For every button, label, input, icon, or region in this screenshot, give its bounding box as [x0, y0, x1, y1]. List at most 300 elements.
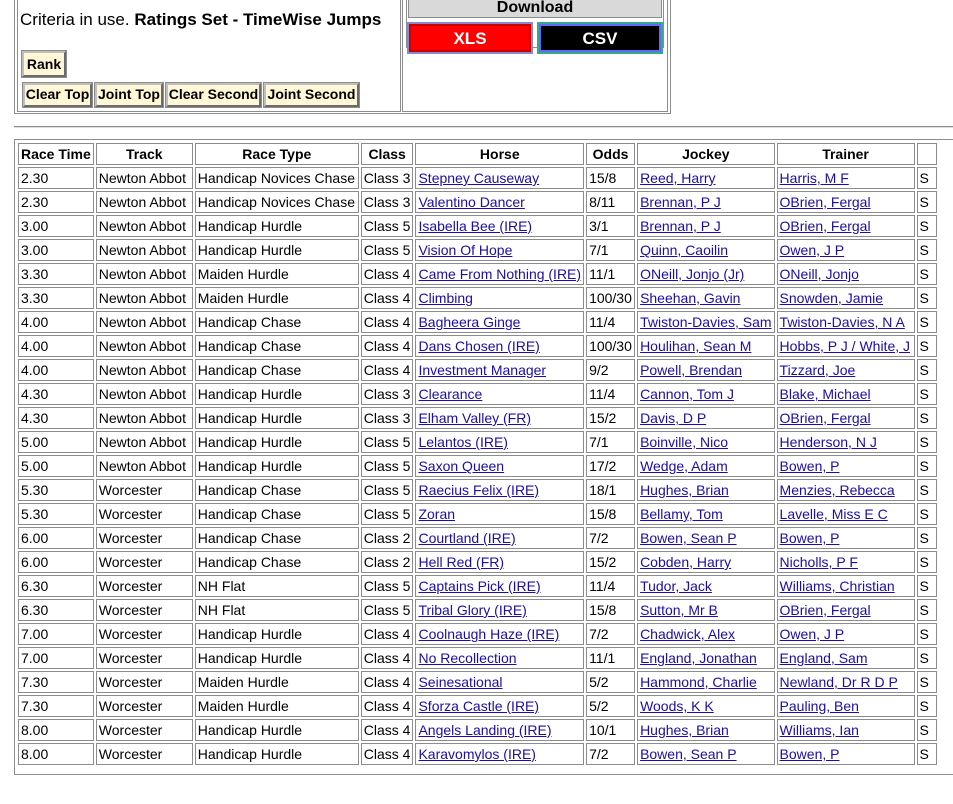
criteria-set-name: Ratings Set - TimeWise Jumps [134, 10, 382, 29]
jockey-link[interactable]: Tudor, Jack [640, 578, 712, 594]
csv-download-button[interactable]: CSV [537, 22, 663, 54]
cell-odds: 11/4 [586, 311, 635, 333]
table-row [18, 455, 937, 477]
cell-truncated: S [917, 623, 937, 645]
cell-odds: 5/2 [586, 695, 635, 717]
table-row [18, 407, 937, 429]
cell-horse [415, 551, 584, 573]
cell-race-type: Handicap Hurdle [195, 383, 359, 405]
table-row [18, 647, 937, 669]
cell-jockey [637, 479, 774, 501]
cell-odds: 11/1 [586, 263, 635, 285]
cell-race-time: 6.00 [18, 527, 94, 549]
cell-class: Class 5 [361, 575, 414, 597]
results-table-container[interactable] [14, 139, 953, 775]
jockey-link[interactable]: ONeill, Jonjo (Jr) [640, 266, 745, 282]
cell-jockey [637, 431, 774, 453]
cell-race-time: 2.30 [18, 167, 94, 189]
cell-track: Newton Abbot [96, 431, 193, 453]
cell-track: Newton Abbot [96, 383, 193, 405]
horse-link[interactable]: Coolnaugh Haze (IRE) [418, 626, 560, 642]
cell-race-time: 6.00 [18, 551, 94, 573]
joint-top-button[interactable]: Joint Top [95, 83, 163, 107]
trainer-link[interactable]: ONeill, Jonjo [779, 266, 859, 282]
cell-jockey [637, 671, 774, 693]
cell-jockey [637, 647, 774, 669]
cell-truncated: S [917, 743, 937, 765]
cell-truncated: S [917, 551, 937, 573]
cell-race-type: Handicap Chase [195, 335, 359, 357]
cell-odds: 15/2 [586, 551, 635, 573]
joint-second-button[interactable]: Joint Second [264, 83, 359, 107]
cell-jockey [637, 191, 774, 213]
cell-trainer [777, 167, 915, 189]
cell-jockey [637, 599, 774, 621]
cell-class: Class 4 [361, 287, 414, 309]
cell-horse [415, 239, 584, 261]
cell-horse [415, 287, 584, 309]
cell-race-time: 3.00 [18, 215, 94, 237]
trainer-link[interactable]: Nicholls, P F [779, 554, 858, 570]
cell-race-type: Maiden Hurdle [195, 287, 359, 309]
rank-button[interactable]: Rank [22, 51, 66, 77]
trainer-link[interactable]: OBrien, Fergal [779, 218, 871, 234]
cell-track: Newton Abbot [96, 359, 193, 381]
cell-race-type: Handicap Hurdle [195, 239, 359, 261]
cell-trainer [777, 503, 915, 525]
jockey-link[interactable]: Sheehan, Gavin [640, 290, 741, 306]
jockey-link[interactable]: Brennan, P J [640, 194, 721, 210]
cell-odds: 15/8 [586, 599, 635, 621]
cell-track: Worcester [96, 719, 193, 741]
cell-trainer [777, 695, 915, 717]
cell-odds: 7/2 [586, 623, 635, 645]
cell-jockey [637, 239, 774, 261]
cell-race-type: Handicap Hurdle [195, 215, 359, 237]
cell-odds: 100/30 [586, 335, 635, 357]
horse-link[interactable]: Courtland (IRE) [418, 530, 516, 546]
horse-link[interactable]: Bagheera Ginge [418, 314, 521, 330]
cell-class: Class 4 [361, 311, 414, 333]
cell-truncated: S [917, 383, 937, 405]
trainer-link[interactable]: OBrien, Fergal [779, 410, 871, 426]
cell-track: Worcester [96, 503, 193, 525]
header-track: Track [96, 143, 193, 165]
horse-link[interactable]: Came From Nothing (IRE) [418, 266, 582, 282]
cell-race-time: 4.30 [18, 383, 94, 405]
table-row [18, 503, 937, 525]
cell-class: Class 4 [361, 335, 414, 357]
cell-race-type: Handicap Novices Chase [195, 191, 359, 213]
cell-odds: 17/2 [586, 455, 635, 477]
cell-race-time: 8.00 [18, 743, 94, 765]
table-row [18, 671, 937, 693]
trainer-link[interactable]: Tizzard, Joe [779, 362, 856, 378]
cell-class: Class 4 [361, 671, 414, 693]
cell-race-time: 4.30 [18, 407, 94, 429]
cell-class: Class 3 [361, 383, 414, 405]
header-odds: Odds [586, 143, 635, 165]
divider [14, 126, 953, 128]
horse-link[interactable]: Dans Chosen (IRE) [418, 338, 540, 354]
cell-race-type: Handicap Hurdle [195, 455, 359, 477]
cell-track: Worcester [96, 551, 193, 573]
table-row [18, 719, 937, 741]
cell-track: Newton Abbot [96, 407, 193, 429]
cell-track: Worcester [96, 623, 193, 645]
cell-track: Worcester [96, 743, 193, 765]
trainer-link[interactable]: Henderson, N J [779, 434, 877, 450]
trainer-link[interactable]: Bowen, P [779, 746, 840, 762]
cell-race-type: Handicap Chase [195, 479, 359, 501]
table-row [18, 575, 937, 597]
cell-race-time: 5.00 [18, 455, 94, 477]
cell-jockey [637, 407, 774, 429]
cell-jockey [637, 743, 774, 765]
cell-horse [415, 647, 584, 669]
trainer-link[interactable]: Harris, M F [779, 170, 849, 186]
cell-odds: 8/11 [586, 191, 635, 213]
table-row [18, 335, 937, 357]
jockey-link[interactable]: Cannon, Tom J [640, 386, 734, 402]
cell-track: Worcester [96, 695, 193, 717]
cell-track: Newton Abbot [96, 167, 193, 189]
jockey-link[interactable]: Bellamy, Tom [640, 506, 723, 522]
cell-class: Class 5 [361, 455, 414, 477]
cell-race-time: 6.30 [18, 599, 94, 621]
cell-class: Class 4 [361, 743, 414, 765]
cell-race-type: Handicap Hurdle [195, 431, 359, 453]
cell-horse [415, 575, 584, 597]
horse-link[interactable]: Saxon Queen [418, 458, 505, 474]
cell-class: Class 4 [361, 647, 414, 669]
table-row [18, 167, 937, 189]
cell-jockey [637, 695, 774, 717]
jockey-link[interactable]: Quinn, Caoilin [640, 242, 728, 258]
jockey-link[interactable]: Houlihan, Sean M [640, 338, 752, 354]
cell-odds: 18/1 [586, 479, 635, 501]
table-row [18, 263, 937, 285]
cell-horse [415, 431, 584, 453]
cell-race-time: 5.30 [18, 503, 94, 525]
cell-race-type: Handicap Hurdle [195, 719, 359, 741]
trainer-link[interactable]: Williams, Ian [779, 722, 859, 738]
cell-trainer [777, 383, 915, 405]
cell-class: Class 2 [361, 551, 414, 573]
horse-link[interactable]: Angels Landing (IRE) [418, 722, 552, 738]
trainer-link[interactable]: Blake, Michael [779, 386, 871, 402]
cell-race-time: 7.00 [18, 647, 94, 669]
cell-track: Newton Abbot [96, 263, 193, 285]
cell-jockey [637, 167, 774, 189]
table-row [18, 359, 937, 381]
cell-truncated: S [917, 191, 937, 213]
trainer-link[interactable]: OBrien, Fergal [779, 602, 871, 618]
trainer-link[interactable]: Pauling, Ben [779, 698, 859, 714]
cell-trainer [777, 479, 915, 501]
cell-trainer [777, 575, 915, 597]
header-race-type: Race Type [195, 143, 359, 165]
cell-odds: 15/2 [586, 407, 635, 429]
horse-link[interactable]: Vision Of Hope [418, 242, 513, 258]
horse-link[interactable]: Climbing [418, 290, 473, 306]
cell-truncated: S [917, 575, 937, 597]
cell-truncated: S [917, 263, 937, 285]
cell-odds: 3/1 [586, 215, 635, 237]
cell-jockey [637, 287, 774, 309]
cell-trainer [777, 359, 915, 381]
cell-track: Worcester [96, 599, 193, 621]
jockey-link[interactable]: Hughes, Brian [640, 722, 729, 738]
trainer-link[interactable]: Lavelle, Miss E C [779, 506, 888, 522]
header-jockey: Jockey [637, 143, 774, 165]
header-truncated [917, 143, 937, 165]
cell-race-time: 8.00 [18, 719, 94, 741]
table-header-row [18, 143, 937, 165]
cell-class: Class 5 [361, 431, 414, 453]
cell-truncated: S [917, 671, 937, 693]
cell-class: Class 4 [361, 623, 414, 645]
cell-truncated: S [917, 311, 937, 333]
cell-horse [415, 191, 584, 213]
cell-track: Newton Abbot [96, 191, 193, 213]
table-row [18, 479, 937, 501]
cell-race-type: NH Flat [195, 575, 359, 597]
jockey-link[interactable]: Wedge, Adam [640, 458, 728, 474]
clear-top-button[interactable]: Clear Top [23, 83, 92, 107]
cell-class: Class 4 [361, 359, 414, 381]
cell-horse [415, 719, 584, 741]
jockey-link[interactable]: Sutton, Mr B [640, 602, 718, 618]
cell-odds: 10/1 [586, 719, 635, 741]
cell-truncated: S [917, 695, 937, 717]
cell-horse [415, 743, 584, 765]
table-row [18, 623, 937, 645]
cell-race-time: 4.00 [18, 359, 94, 381]
cell-race-time: 5.00 [18, 431, 94, 453]
cell-track: Newton Abbot [96, 215, 193, 237]
horse-link[interactable]: Sforza Castle (IRE) [418, 698, 540, 714]
jockey-link[interactable]: Davis, D P [640, 410, 707, 426]
cell-race-type: Handicap Hurdle [195, 407, 359, 429]
cell-race-time: 4.00 [18, 335, 94, 357]
trainer-link[interactable]: Menzies, Rebecca [779, 482, 895, 498]
horse-link[interactable]: Seinesational [418, 674, 503, 690]
table-row [18, 239, 937, 261]
cell-horse [415, 335, 584, 357]
trainer-link[interactable]: Bowen, P [779, 530, 840, 546]
cell-horse [415, 359, 584, 381]
cell-race-type: Handicap Chase [195, 551, 359, 573]
cell-horse [415, 599, 584, 621]
trainer-link[interactable]: England, Sam [779, 650, 868, 666]
cell-trainer [777, 287, 915, 309]
cell-odds: 11/4 [586, 383, 635, 405]
horse-link[interactable]: Tribal Glory (IRE) [418, 602, 527, 618]
cell-truncated: S [917, 287, 937, 309]
cell-race-type: Maiden Hurdle [195, 695, 359, 717]
trainer-link[interactable]: Newland, Dr R D P [779, 674, 898, 690]
cell-race-type: Handicap Hurdle [195, 647, 359, 669]
results-table [16, 141, 939, 767]
header-horse: Horse [415, 143, 584, 165]
cell-horse [415, 311, 584, 333]
cell-race-time: 3.30 [18, 263, 94, 285]
cell-jockey [637, 575, 774, 597]
jockey-link[interactable]: Hammond, Charlie [640, 674, 757, 690]
cell-truncated: S [917, 407, 937, 429]
jockey-link[interactable]: Reed, Harry [640, 170, 716, 186]
cell-jockey [637, 215, 774, 237]
cell-jockey [637, 263, 774, 285]
cell-class: Class 2 [361, 527, 414, 549]
cell-trainer [777, 335, 915, 357]
cell-race-type: Handicap Hurdle [195, 743, 359, 765]
cell-horse [415, 383, 584, 405]
cell-trainer [777, 647, 915, 669]
cell-race-time: 5.30 [18, 479, 94, 501]
cell-race-time: 6.30 [18, 575, 94, 597]
cell-class: Class 5 [361, 479, 414, 501]
horse-link[interactable]: Elham Valley (FR) [418, 410, 532, 426]
cell-class: Class 5 [361, 239, 414, 261]
cell-race-type: Handicap Chase [195, 527, 359, 549]
horse-link[interactable]: Isabella Bee (IRE) [418, 218, 533, 234]
cell-race-type: Handicap Chase [195, 503, 359, 525]
cell-race-time: 3.30 [18, 287, 94, 309]
cell-track: Newton Abbot [96, 311, 193, 333]
cell-class: Class 5 [361, 215, 414, 237]
cell-odds: 100/30 [586, 287, 635, 309]
cell-horse [415, 671, 584, 693]
jockey-link[interactable]: Brennan, P J [640, 218, 721, 234]
table-row [18, 287, 937, 309]
jockey-link[interactable]: Chadwick, Alex [640, 626, 735, 642]
table-row [18, 527, 937, 549]
jockey-link[interactable]: Powell, Brendan [640, 362, 743, 378]
cell-truncated: S [917, 503, 937, 525]
cell-jockey [637, 527, 774, 549]
cell-class: Class 5 [361, 503, 414, 525]
jockey-link[interactable]: Cobden, Harry [640, 554, 732, 570]
cell-race-type: Handicap Hurdle [195, 623, 359, 645]
table-row [18, 311, 937, 333]
jockey-link[interactable]: England, Jonathan [640, 650, 757, 666]
horse-link[interactable]: Clearance [418, 386, 483, 402]
cell-class: Class 5 [361, 599, 414, 621]
cell-race-time: 2.30 [18, 191, 94, 213]
download-label: Download [408, 0, 662, 18]
cell-odds: 11/1 [586, 647, 635, 669]
cell-truncated: S [917, 239, 937, 261]
cell-truncated: S [917, 215, 937, 237]
cell-odds: 7/2 [586, 743, 635, 765]
jockey-link[interactable]: Twiston-Davies, Sam [640, 314, 772, 330]
table-row [18, 431, 937, 453]
cell-truncated: S [917, 719, 937, 741]
jockey-link[interactable]: Boinville, Nico [640, 434, 728, 450]
horse-link[interactable]: Hell Red (FR) [418, 554, 505, 570]
trainer-link[interactable]: Hobbs, P J / White, J [779, 338, 911, 354]
xls-download-button[interactable]: XLS [407, 22, 533, 54]
cell-odds: 7/2 [586, 527, 635, 549]
cell-jockey [637, 719, 774, 741]
jockey-link[interactable]: Bowen, Sean P [640, 530, 737, 546]
cell-race-time: 7.30 [18, 695, 94, 717]
cell-class: Class 4 [361, 719, 414, 741]
cell-horse [415, 263, 584, 285]
horse-link[interactable]: Stepney Causeway [418, 170, 540, 186]
trainer-link[interactable]: OBrien, Fergal [779, 194, 871, 210]
trainer-link[interactable]: Twiston-Davies, N A [779, 314, 905, 330]
horse-link[interactable]: Investment Manager [418, 362, 547, 378]
horse-link[interactable]: Karavomylos (IRE) [418, 746, 536, 762]
clear-second-button[interactable]: Clear Second [166, 83, 261, 107]
cell-horse [415, 503, 584, 525]
horse-link[interactable]: Valentino Dancer [418, 194, 525, 210]
jockey-link[interactable]: Hughes, Brian [640, 482, 729, 498]
table-row [18, 551, 937, 573]
header-race-time: Race Time [18, 143, 94, 165]
trainer-link[interactable]: Williams, Christian [779, 578, 895, 594]
cell-horse [415, 695, 584, 717]
horse-link[interactable]: Zoran [418, 506, 456, 522]
horse-link[interactable]: No Recollection [418, 650, 517, 666]
cell-odds: 15/8 [586, 167, 635, 189]
cell-horse [415, 479, 584, 501]
header-trainer: Trainer [777, 143, 915, 165]
cell-truncated: S [917, 335, 937, 357]
cell-trainer [777, 263, 915, 285]
cell-trainer [777, 527, 915, 549]
cell-race-type: Handicap Novices Chase [195, 167, 359, 189]
cell-horse [415, 215, 584, 237]
cell-horse [415, 407, 584, 429]
cell-trainer [777, 743, 915, 765]
cell-track: Newton Abbot [96, 455, 193, 477]
trainer-link[interactable]: Snowden, Jamie [779, 290, 884, 306]
cell-odds: 7/1 [586, 239, 635, 261]
cell-race-type: Maiden Hurdle [195, 671, 359, 693]
trainer-link[interactable]: Bowen, P [779, 458, 840, 474]
cell-trainer [777, 599, 915, 621]
cell-truncated: S [917, 455, 937, 477]
cell-race-time: 7.30 [18, 671, 94, 693]
horse-link[interactable]: Raecius Felix (IRE) [418, 482, 540, 498]
cell-race-time: 4.00 [18, 311, 94, 333]
cell-trainer [777, 431, 915, 453]
cell-truncated: S [917, 527, 937, 549]
jockey-link[interactable]: Woods, K K [640, 698, 714, 714]
cell-trainer [777, 239, 915, 261]
cell-odds: 9/2 [586, 359, 635, 381]
cell-trainer [777, 671, 915, 693]
cell-trainer [777, 719, 915, 741]
cell-race-time: 7.00 [18, 623, 94, 645]
cell-horse [415, 167, 584, 189]
jockey-link[interactable]: Bowen, Sean P [640, 746, 737, 762]
cell-truncated: S [917, 359, 937, 381]
horse-link[interactable]: Captains Pick (IRE) [418, 578, 541, 594]
cell-track: Newton Abbot [96, 335, 193, 357]
trainer-link[interactable]: Owen, J P [779, 242, 845, 258]
table-row [18, 191, 937, 213]
cell-race-type: Handicap Chase [195, 311, 359, 333]
table-row [18, 383, 937, 405]
horse-link[interactable]: Lelantos (IRE) [418, 434, 508, 450]
trainer-link[interactable]: Owen, J P [779, 626, 845, 642]
header-class: Class [361, 143, 414, 165]
